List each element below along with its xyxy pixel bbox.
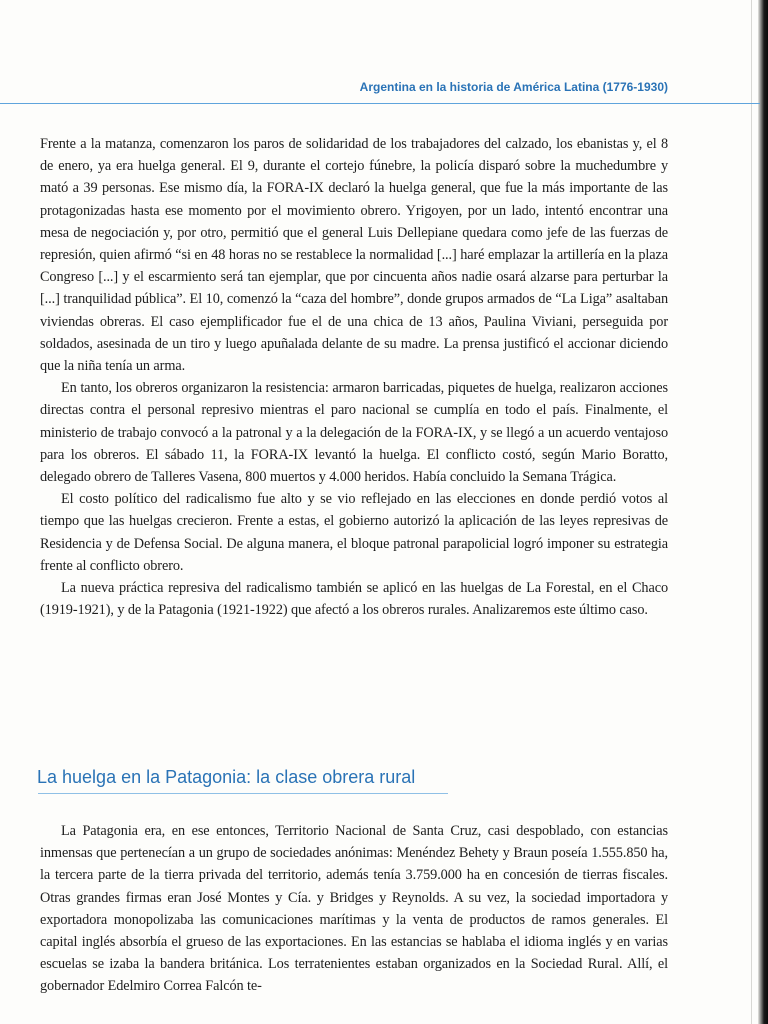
section-body-1 <box>40 133 668 621</box>
page-edge-shadow <box>758 0 768 1024</box>
paragraph: El costo político del radicalismo fue alto y se vio reflejado en las elecciones en donde perdió votos al tiempo que las huelgas crecieron. Frente a estas, el gobierno autorizó la aplicación de las leyes represivas de Residencia y de Defensa Social. De alguna manera, el bloque patronal parapolicial logró imponer su estrategia frente al conflicto obrero. <box>40 491 668 574</box>
section-body-2 <box>40 820 668 1024</box>
running-head: Argentina en la historia de América Latina (1776-1930) <box>359 80 668 94</box>
paragraph: La nueva práctica represiva del radicalismo también se aplicó en las huelgas de La Forestal, en el Chaco (1919-1921), y de la Patagonia (1921-1922) que afectó a los obreros rurales. Analizaremos este último caso. <box>40 580 668 619</box>
page-gutter-line <box>751 0 752 1024</box>
paragraph: Frente a la matanza, comenzaron los paros de solidaridad de los trabajadores del calzado, los ebanistas y, el 8 de enero, ya era huelga general. El 9, durante el cortejo fúnebre, la policía disparó sobre la muchedumbre y mató a 39 personas. Ese mismo día, la FORA-IX declaró la huelga general, que fue la más importante de las protagonizadas hasta ese momento por el movimiento obrero. Yrigoyen, por un lado, intentó encontrar una mesa de negociación y, por otro, permitió que el general Luis Dellepiane quedara como jefe de las fuerzas de represión, quien afirmó “si en 48 horas no se restablece la normalidad [...] haré emplazar la artillería en la plaza Congreso [...] y el escarmiento será tan ejemplar, que por cincuenta años nadie osará alzarse para perturbar la [...] tranquilidad pública”. El 10, comenzó la “caza del hombre”, donde grupos armados de “La Liga” asaltaban viviendas obreras. El caso ejemplificador fue el de una chica de 13 años, Paulina Viviani, perseguida por soldados, asesinada de un tiro y luego apuñalada delante de su madre. La prensa justificó el accionar diciendo que la niña tenía un arma. <box>40 136 668 375</box>
section-heading-underline <box>38 793 448 794</box>
header-rule <box>0 103 760 104</box>
paragraph: En tanto, los obreros organizaron la resistencia: armaron barricadas, piquetes de huelga, realizaron acciones directas contra el personal represivo mientras el paro nacional se cumplía en todo el país. Finalmente, el ministerio de trabajo convocó a la patronal y a la delegación de la FORA-IX, y se llegó a un acuerdo ventajoso para los obreros. El sábado 11, la FORA-IX levantó la huelga. El conflicto costó, según Mario Boratto, delegado obrero de Talleres Vasena, 800 muertos y 4.000 heridos. Había concluido la Semana Trágica. <box>40 380 668 486</box>
paragraph: La Patagonia era, en ese entonces, Territorio Nacional de Santa Cruz, casi despoblado, con estancias inmensas que pertenecían a un grupo de sociedades anónimas: Menéndez Behety y Braun poseía 1.555.850 ha, la tercera parte de la tierra privada del territorio, además tenía 3.759.000 ha en concesión de tierras fiscales. Otras grandes firmas eran José Montes y Cía. y Bridges y Reynolds. A su vez, la sociedad importadora y exportadora monopolizaba las comunicaciones marítimas y la venta de productos de ramos generales. El capital inglés absorbía el grueso de las exportaciones. En las estancias se hablaba el idioma inglés y en varias escuelas se izaba la bandera británica. Los terratenientes estaban organizados en la Sociedad Rural. Allí, el gobernador Edelmiro Correa Falcón te- <box>40 823 668 995</box>
section-heading: La huelga en la Patagonia: la clase obrera rural <box>37 767 416 787</box>
